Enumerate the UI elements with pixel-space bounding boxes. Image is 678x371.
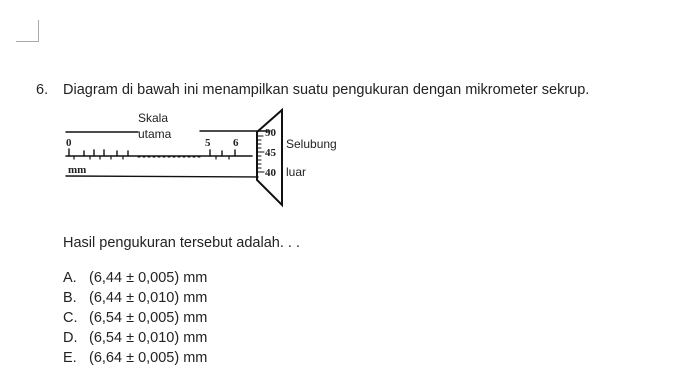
option-letter: A. [63,270,77,286]
thimble-label: Selubung [286,137,337,151]
question-number: 6. [36,82,49,98]
thimble-tick-label: 45 [265,147,276,159]
main-scale-tick-label: 6 [233,137,239,149]
main-scale-tick-label: 0 [66,137,72,149]
answer-option-a[interactable] [63,268,207,288]
question-prompt: Hasil pengukuran tersebut adalah. . . [63,235,300,251]
unit-label: mm [68,164,87,176]
thimble-tick-label: 40 [265,167,276,179]
thimble-ticks [257,136,264,172]
answer-option-c[interactable] [63,308,207,328]
thimble-tick-label: 90 [265,127,276,139]
option-letter: B. [63,290,77,306]
main-scale-label: Skala [138,111,169,125]
main-scale-label: utama [138,127,172,141]
sleeve-bottom-edge [66,176,258,177]
option-letter: C. [63,310,78,326]
micrometer-diagram [60,106,360,210]
answer-options [63,268,207,368]
option-text: (6,44 ± 0,010) mm [89,290,208,306]
answer-option-e[interactable] [63,348,207,368]
option-text: (6,44 ± 0,005) mm [89,270,208,286]
thimble-label: luar [286,165,307,179]
answer-option-d[interactable] [63,328,207,348]
answer-option-b[interactable] [63,288,207,308]
question-stem: Diagram di bawah ini menampilkan suatu pengukuran dengan mikrometer sekrup. [63,82,590,98]
option-text: (6,64 ± 0,005) mm [89,350,208,366]
page-corner-mark [16,20,39,42]
option-letter: D. [63,330,78,346]
question-text [36,82,589,98]
option-letter: E. [63,350,77,366]
option-text: (6,54 ± 0,005) mm [89,310,208,326]
option-text: (6,54 ± 0,010) mm [89,330,208,346]
main-scale-tick-label: 5 [205,137,211,149]
main-scale-major-ticks [69,149,235,156]
